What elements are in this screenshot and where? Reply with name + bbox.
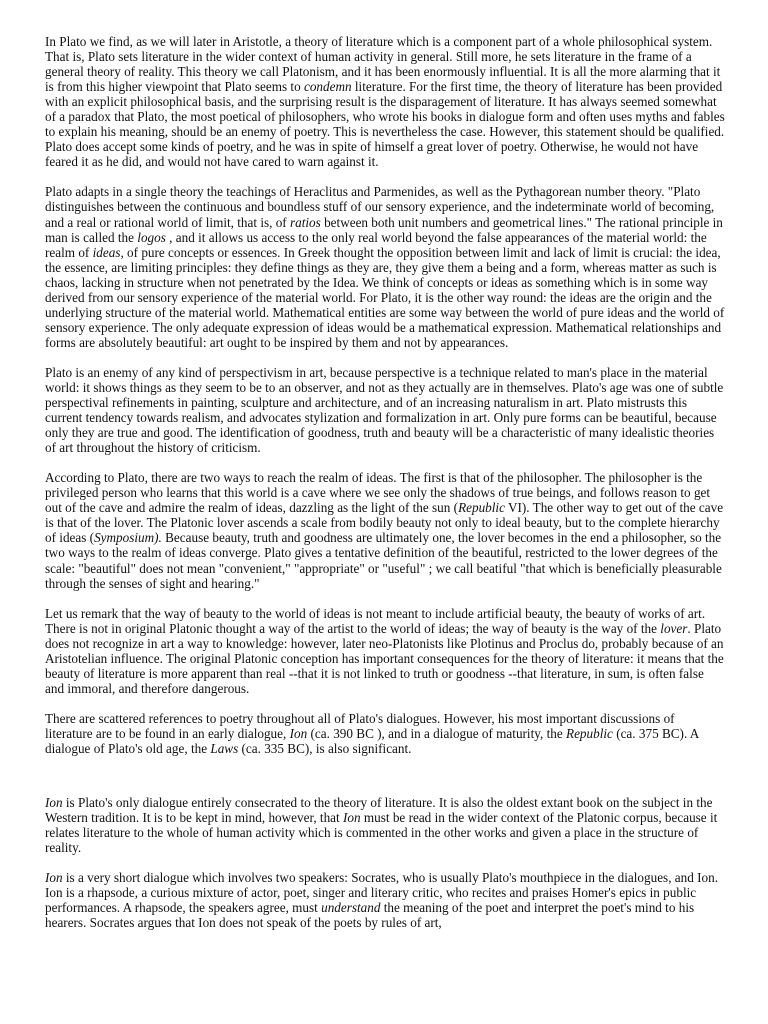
- text-run: Let us remark that the way of beauty to the world of ideas is not meant to include artificial beauty, the beauty of works of art. There is not in original Platonic thought a way of the artist to the world of ideas; the way of beauty is the way of the: [45, 605, 706, 636]
- italic-text-run: Ion: [45, 795, 63, 811]
- paragraph-7: [45, 795, 725, 855]
- text-run: (ca. 375 BC). A dialogue of Plato's old age, the: [45, 725, 699, 756]
- italic-text-run: condemn: [303, 79, 352, 95]
- text-run: between both unit numbers and geometrical lines." The rational principle in man is called the: [45, 214, 723, 245]
- paragraph-6: [45, 711, 725, 756]
- text-run: , and it allows us access to the only real world beyond the false appearances of the material world: the realm of: [45, 229, 707, 260]
- italic-text-run: ratios: [290, 214, 321, 230]
- italic-text-run: Ion: [289, 725, 308, 741]
- text-run: is a very short dialogue which involves two speakers: Socrates, who is usually Plato's mouthpiece in the dialogues, and Ion. Ion is a rhapsode, a curious mixture of actor, poet, singer and literary critic, who recites and praises Homer's epics in public performances. A rhapsode, the speakers agree, must: [45, 870, 718, 916]
- paragraph-8: [45, 870, 725, 930]
- italic-text-run: logos: [137, 229, 166, 245]
- paragraph-4: [45, 470, 725, 590]
- text-run: Plato adapts in a single theory the teachings of Heraclitus and Parmenides, as well as the Pythagorean number theory. "Plato distinguishes between the continuous and boundless stuff of our sensory experience, and the indeterminate world of becoming, and a real or rational world of limit, that is, of: [45, 184, 715, 230]
- italic-text-run: Republic: [566, 725, 613, 741]
- text-run: is Plato's only dialogue entirely consecrated to the theory of literature. It is also the oldest extant book on the subject in the Western tradition. It is to be kept in mind, however, that: [45, 795, 713, 826]
- paragraph-3: [45, 365, 725, 455]
- text-run: literature. For the first time, the theory of literature has been provided with an explicit philosophical basis, and the surprising result is the disparagement of literature. It has always seemed somewhat of a paradox that Plato, the most poetical of philosophers, who wrote his books in dialogue form and often uses myths and fables to explain his meaning, should be an enemy of poetry. This is nevertheless the case. However, this statement should be qualified. Plato does accept some kinds of poetry, and he was in spite of himself a great lover of poetry. Otherwise, he would not have feared it as he did, and would not have cared to warn against it.: [45, 79, 725, 170]
- text-run: must be read in the wider context of the Platonic corpus, because it relates literature to the whole of human activity which is commented in the other works and given a place in the structure of reality.: [45, 810, 718, 856]
- text-run: . Plato does not recognize in art a way to knowledge: however, later neo-Platonists like Plotinus and Proclus do, probably because of an Aristotelian influence. The original Platonic conception has important consequences for the theory of literature: it means that the beauty of literature is more apparent than real --that it is not linked to truth or goodness --that literature, in sum, is often false and immoral, and therefore dangerous.: [45, 620, 724, 696]
- italic-text-run: Symposium).: [94, 530, 162, 546]
- italic-text-run: ideas,: [92, 244, 124, 260]
- italic-text-run: Ion: [45, 870, 63, 886]
- text-run: VI). The other way to get out of the cave is that of the lover. The Platonic lover ascends a scale from bodily beauty not only to ideal beauty, but to the complete hierarchy of ideas (: [45, 500, 724, 546]
- text-run: Plato is an enemy of any kind of perspectivism in art, because perspective is a technique related to man's place in the material world: it shows things as they seem to be to an observer, and not as they actually are in themselves. Plato's age was one of subtle perspectival refinements in painting, sculpture and architecture, and of an increasing naturalism in art. Plato mistrusts this current tendency towards realism, and advocates stylization and formalization in art. Only pure forms can be beautiful, because only they are true and good. The identification of goodness, truth and beauty will be a characteristic of many idealistic theories of art throughout the history of criticism.: [45, 364, 724, 456]
- text-run: There are scattered references to poetry throughout all of Plato's dialogues. However, his most important discussions of literature are to be found in an early dialogue,: [45, 710, 675, 741]
- text-run: Because beauty, truth and goodness are ultimately one, the lover becomes in the end a philosopher, so the two ways to the realm of ideas converge. Plato gives a tentative definition of the beautiful, restricted to the lower degrees of the scale: "beautiful" does not mean "convenient," "appropriate" or "useful" ; we call beatiful "that which is beneficially pleasurable through the senses of sight and hearing.": [45, 530, 722, 591]
- italic-text-run: Republic: [458, 500, 505, 516]
- paragraph-2: [45, 184, 725, 350]
- italic-text-run: lover: [660, 620, 688, 636]
- text-run: of pure concepts or essences. In Greek thought the opposition between limit and lack of limit is crucial: the idea, the essence, are limiting principles: they define things as they are, they give them a being and a form, whereas matter as such is chaos, lacking in structure when not penetrated by the Idea. We think of concepts or ideas as something which is in some way derived from our sensory experience of the material world. For Plato, it is the other way round: the ideas are the origin and the underlying structure of the material world. Mathematical entities are some way between the world of pure ideas and the world of sensory experience. The only adequate expression of ideas would be a mathematical expression. Mathematical relationships and forms are absolutely beautiful: art ought to be inspired by them and not by appearances.: [45, 244, 725, 350]
- italic-text-run: understand: [321, 900, 381, 916]
- paragraph-5: [45, 606, 725, 696]
- text-run: In Plato we find, as we will later in Aristotle, a theory of literature which is a component part of a whole philosophical system. That is, Plato sets literature in the wider context of human activity in general. Still more, he sets literature in the frame of a general theory of reality. This theory we call Platonism, and it has been enormously influential. It is all the more alarming that it is from this higher viewpoint that Plato seems to: [45, 34, 721, 95]
- text-run: (ca. 335 BC), is also significant.: [238, 740, 412, 756]
- text-run: (ca. 390 BC ), and in a dialogue of maturity, the: [307, 725, 567, 741]
- italic-text-run: Ion: [343, 810, 361, 826]
- text-run: According to Plato, there are two ways to reach the realm of ideas. The first is that of the philosopher. The philosopher is the privileged person who learns that this world is a cave where we see only the shadows of true beings, and follows reason to get out of the cave and admire the realm of ideas, dazzling as the light of the sun (: [45, 470, 711, 516]
- paragraph-1: [45, 34, 725, 169]
- text-run: the meaning of the poet and interpret the poet's mind to his hearers. Socrates argues that Ion does not speak of the poets by rules of art,: [45, 900, 695, 931]
- italic-text-run: Laws: [210, 740, 239, 756]
- document-page: [45, 34, 725, 945]
